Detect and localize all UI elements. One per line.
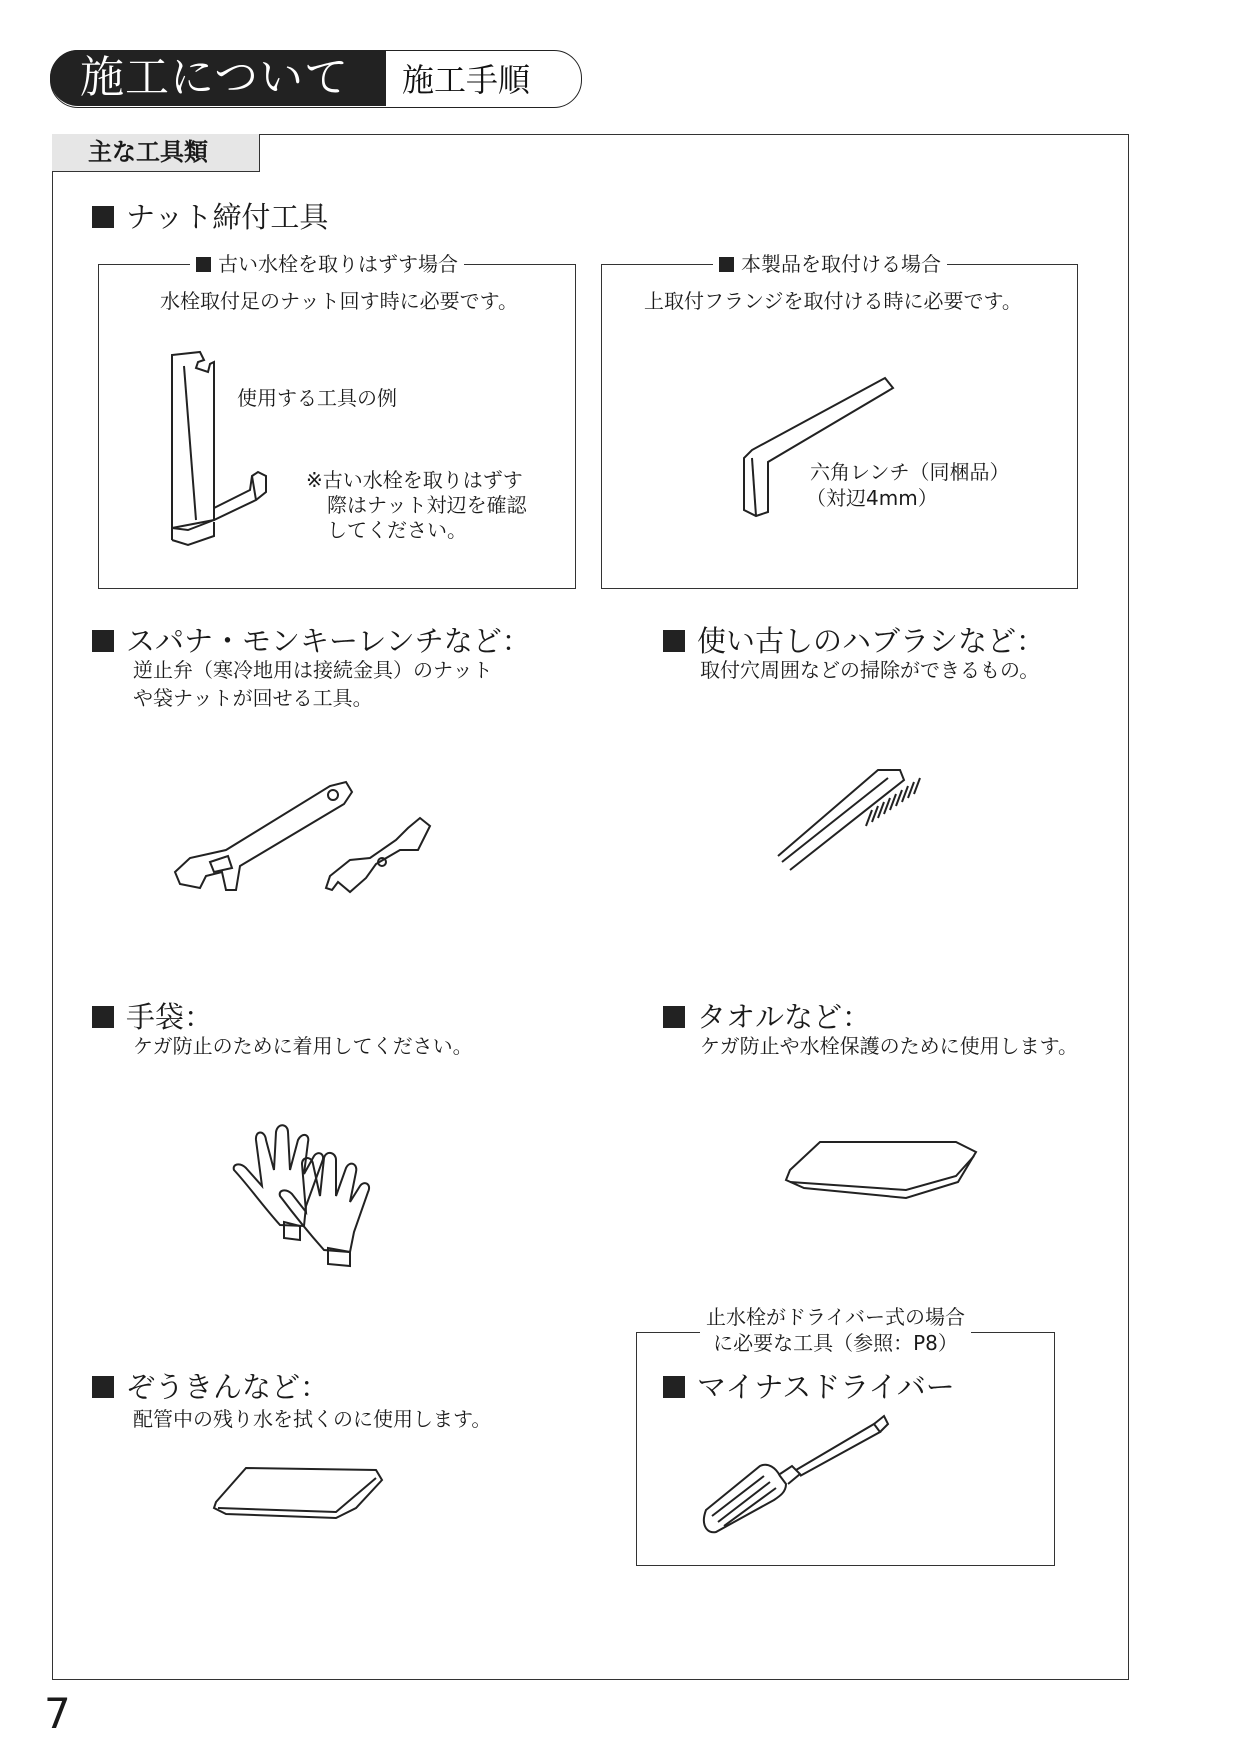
brush-desc: 取付穴周囲などの掃除ができるもの。 [700,658,1040,682]
spanner-desc-1: 逆止弁（寒冷地用は接続金具）のナット [133,658,493,682]
old-faucet-note-1: ※古い水栓を取りはずす [306,468,523,492]
spanner-desc-2: や袋ナットが回せる工具。 [133,686,373,710]
tool-example-label: 使用する工具の例 [237,386,397,410]
screwdriver-heading: マイナスドライバー [663,1370,955,1404]
old-faucet-legend: 古い水栓を取りはずす場合 [190,251,464,277]
screwdriver-legend: 止水栓がドライバー式の場合 に必要な工具（参照：P8） [700,1304,971,1356]
hex-wrench-label-2: （対辺4mm） [806,486,938,510]
old-faucet-note-3: してください。 [327,518,467,542]
section-subtitle: 施工手順 [402,61,531,99]
gloves-heading: 手袋： [92,1000,213,1034]
hex-wrench-label-1: 六角レンチ（同梱品） [810,460,1010,484]
this-product-legend: 本製品を取付ける場合 [713,251,947,277]
brush-heading: 使い古しのハブラシなど： [663,624,1045,658]
tools-tab-label: 主な工具類 [88,138,208,166]
towel-heading: タオルなど： [663,1000,871,1034]
rag-desc: 配管中の残り水を拭くのに使用します。 [133,1407,492,1431]
spanner-heading: スパナ・モンキーレンチなど： [92,624,531,658]
rag-heading: ぞうきんなど： [92,1370,329,1404]
nut-tools-heading: ナット締付工具 [92,200,328,234]
section-title: 施工について [80,52,350,103]
page-number: 7 [44,1689,71,1738]
this-product-desc: 上取付フランジを取付ける時に必要です。 [644,289,1022,313]
old-faucet-desc: 水栓取付足のナット回す時に必要です。 [160,289,518,313]
gloves-desc: ケガ防止のために着用してください。 [133,1034,473,1058]
old-faucet-note-2: 際はナット対辺を確認 [327,493,527,517]
towel-desc: ケガ防止や水栓保護のために使用します。 [700,1034,1078,1058]
